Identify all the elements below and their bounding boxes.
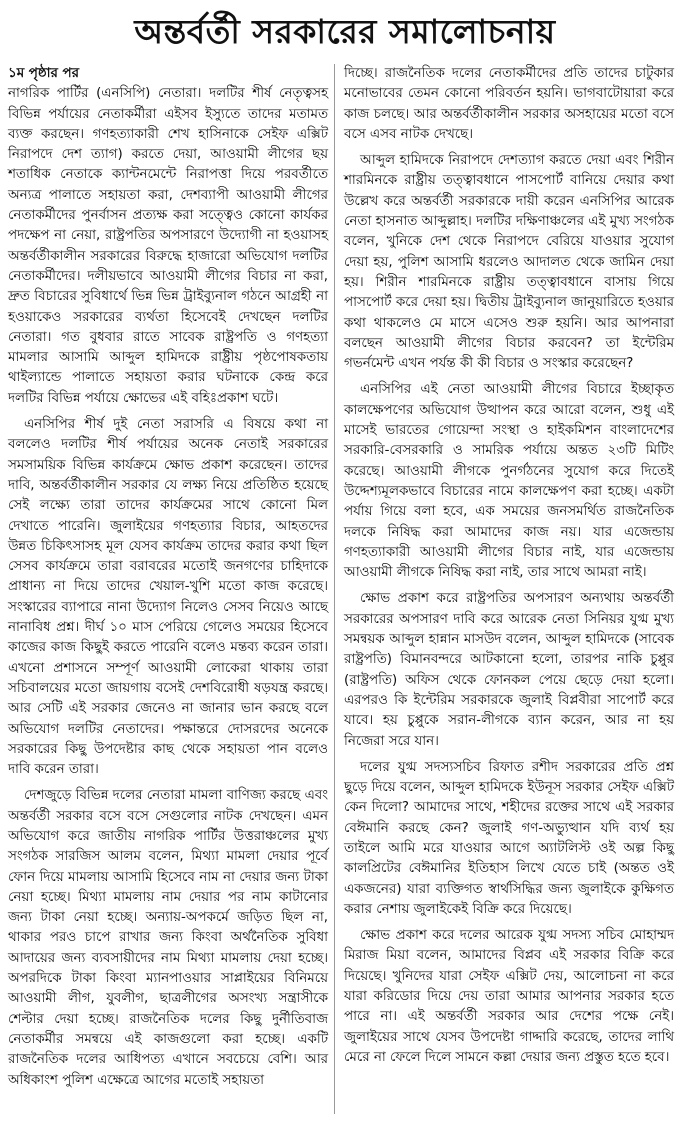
paragraph-8: দলের যুগ্ম সদস্যসচিব রিফাত রশীদ সরকারের প্রতি প্রশ্ন ছুড়ে দিয়ে বলেন, আব্দুল হামিদকে ইউনূস সরকার সেইফ এক্সিট কেন দিলো? আমাদের সাথে, শহীদের রক্তের সাথে এই সরকার বেঈমানি করছে কেন? জুলাই গণ-অভ্যুত্থান যদি ব্যর্থ হয় তাইলে আমি মরে যাওয়ার আগে অ্যাটলিস্ট ওই অল্প কিছু কালপ্রিটের বেঈমানির ইতিহাস লিখে যেতে চাই (অন্তত ওই একজনের) যারা ব্যক্তিগত স্বার্থসিদ্ধির জন্য জুলাইকে কুক্ষিগত করার নেশায় জুলাইকেই বিক্রি করে দিয়েছে। [344, 759, 674, 917]
paragraph-1: ১ম পৃষ্ঠার পর নাগরিক পার্টির (এনসিপি) নেতারা। দলটির শীর্ষ নেতৃত্বসহ বিভিন্ন পর্যায়ের নেতাকর্মীরা এইসব ইস্যুতে তাদের মতামত ব্যক্ত করছেন। গণহত্যাকারী শেখ হাসিনাকে সেইফ এক্সিট নিরাপদে দেশ ত্যাগ) করতে দেয়া, আওয়ামী লীগের ছয় শতাধিক নেতাকে ক্যান্টনমেন্টে নিরাপত্তা দিয়ে পরবর্তীতে অন্যত্র পালাতে সহায়তা করা, দেশব্যাপী আওয়ামী লীগের নেতাকর্মীদের পুনর্বাসন প্রত্যক্ষ করা সত্ত্বেও কোনো কার্যকর পদক্ষেপ না নেয়া, রাষ্ট্রপতির অপসারণে উদ্যোগী না হওয়াসহ অন্তর্বর্তীকালীন সরকারের বিরুদ্ধে হাজারো অভিযোগ দলটির নেতাকর্মীদের। দলীয়ভাবে আওয়ামী লীগের বিচার না করা, দ্রুত বিচারের সুবিধার্থে ভিন্ন ভিন্ন ট্রাইব্যুনাল গঠনে আগ্রহী না হওয়াকেও সরকারের ব্যর্থতা হিসেবেই দেখছেন দলটির নেতারা। গত বুধবার রাতে সাবেক রাষ্ট্রপতি ও গণহত্যা মামলার আসামি আব্দুল হামিদকে রাষ্ট্রীয় পৃষ্ঠপোষকতায় থাইল্যান্ডে পালাতে সহায়তা করার ঘটনাকে কেন্দ্র করে দলটির বিভিন্ন পর্যায়ে ক্ষোভের এই বহিঃপ্রকাশ ঘটে। [8, 66, 328, 406]
paragraph-4: দিচ্ছে। রাজনৈতিক দলের নেতাকর্মীদের প্রতি তাদের চাটুকার মনোভাবের তেমন কোনো পরিবর্তন হয়নি। ভাগবাটোয়ারা করে কাজ চলছে। আর অন্তর্বর্তীকালীন সরকার অসহায়ের মতো বসে বসে এসব নাটক দেখছে। [344, 66, 674, 142]
paragraph-3: দেশজুড়ে বিভিন্ন দলের নেতারা মামলা বাণিজ্য করছে এবং অন্তর্বর্তী সরকার বসে বসে সেগুলোর নাটক দেখছেন। এমন অভিযোগ করে জাতীয় নাগরিক পার্টির উত্তরাঞ্চলের মুখ্য সংগঠক সারজিস আলম বলেন, মিথ্যা মামলা দেয়ার পূর্বে ফোন দিয়ে মামলায় আসামি হিসেবে নাম না দেয়ার জন্য টাকা নেয়া হচ্ছে। মিথ্যা মামলায় নাম দেয়ার পর নাম কাটানোর জন্য টাকা নেয়া হচ্ছে। অন্যায়-অপকর্মে জড়িত ছিল না, থাকার পরও চাপে রাখার জন্য কিংবা অর্থনৈতিক সুবিধা আদায়ের জন্য ব্যবসায়ীদের নাম মিথ্যা মামলায় দেয়া হচ্ছে। অপরদিকে টাকা কিংবা ম্যানপাওয়ার সাপ্লাইয়ের বিনিময়ে আওয়ামী লীগ, যুবলীগ, ছাত্রলীগের অসংখ্য সন্ত্রাসীকে শেল্টার দেয়া হচ্ছে। রাজনৈতিক দলের কিছু দুর্নীতিবাজ নেতাকর্মীর সমন্বয়ে এই কাজগুলো করা হচ্ছে। একটি রাজনৈতিক দলের আধিপত্য এখানে সবচেয়ে বেশি। আর অধিকাংশ পুলিশ এক্ষেত্রে আগের মতোই সহায়তা [8, 788, 328, 1088]
paragraph-7: ক্ষোভ প্রকাশ করে রাষ্ট্রপতির অপসারণ অন্যথায় অন্তর্বর্তী সরকারের অপসারণ দাবি করে আরেক নেতা সিনিয়র যুগ্ম মুখ্য সমন্বয়ক আব্দুল হান্নান মাসউদ বলেন, আব্দুল হামিদকে (সাবেক রাষ্ট্রপতি) বিমানবন্দরে আটকানো হলো, তারপর নাকি চুপ্পুর (রাষ্ট্রপতি) অফিস থেকে ফোনকল পেয়ে ছেড়ে দেয়া হলো। এরপরও কি ইন্টেরিম সরকারকে জুলাই বিপ্লবীরা সাপোর্ট করে যাবে। হয় চুপ্পুকে সরান-লীগকে ব্যান করেন, আর না হয় নিজেরা সরে যান। [344, 591, 674, 749]
paragraph-6: এনসিপির এই নেতা আওয়ামী লীগের বিচারে ইচ্ছাকৃত কালক্ষেপণের অভিযোগ উত্থাপন করে আরো বলেন, শুধু এই মাসেই ভারতের গোয়েন্দা সংস্থা ও হাইকমিশন বাংলাদেশের সরকারি-বেসরকারি ও সামরিক পর্যায়ে অন্তত ২৩টি মিটিং করেছে। আওয়ামী লীগকে পুনর্গঠনের সুযোগ করে দিতেই উদ্দেশ্যমূলকভাবে বিচারের নামে কালক্ষেপণ করা হচ্ছে। একটা পর্যায় গিয়ে বলা হবে, এক সময়ের জনসমর্থিত রাজনৈতিক দলকে নিষিদ্ধ করা আমাদের কাজ নয়। যার এজেন্ডায় গণহত্যাকারী আওয়ামী লীগের বিচার নাই, যার এজেন্ডায় আওয়ামী লীগকে নিষিদ্ধ করা নাই, তার সাথে আমরা নাই। [344, 382, 674, 581]
headline: অন্তর্বর্তী সরকারের সমালোচনায় [134, 12, 556, 51]
paragraph-5: আব্দুল হামিদকে নিরাপদে দেশত্যাগ করতে দেয়া এবং শিরীন শারমিনকে রাষ্ট্রীয় তত্ত্বাবধানে পাসপোর্ট বানিয়ে দেয়ার কথা উল্লেখ করে অন্তর্বর্তী সরকারকে দায়ী করেন এনসিপির আরেক নেতা হাসনাত আব্দুল্লাহ। দলটির দক্ষিণাঞ্চলের এই মুখ্য সংগঠক বলেন, খুনিকে দেশ থেকে নিরাপদে বেরিয়ে যাওয়ার সুযোগ দেয়া হয়, পুলিশ আসামি ধরলেও আদালত থেকে জামিন দেয়া হয়। শিরীন শারমিনকে রাষ্ট্রীয় তত্ত্বাবধানে বাসায় গিয়ে পাসপোর্ট করে দেয়া হয়। দ্বিতীয় ট্রাইব্যুনাল জানুয়ারিতে হওয়ার কথা থাকলেও মে মাসে এসেও শুরু হয়নি। আর আপনারা বলছেন আওয়ামী লীগের বিচার করবেন? তা ইন্টেরিম গভর্নমেন্ট এখন পর্যন্ত কী কী বিচার ও সংস্কার করেছেন? [344, 153, 674, 372]
column-divider [334, 64, 335, 1114]
paragraph-2: এনসিপির শীর্ষ দুই নেতা সরাসরি এ বিষয়ে কথা না বললেও দলটির শীর্ষ পর্যায়ের অনেক নেতাই সরকারের সমসাময়িক বিভিন্ন কার্যক্রমে ক্ষোভ প্রকাশ করেছেন। তাদের দাবি, অন্তর্বর্তীকালীন সরকার যে লক্ষ্য নিয়ে প্রতিষ্ঠিত হয়েছে সেই লক্ষ্যে তারা তাদের কার্যক্রমের সাথে কোনো মিল দেখাতে পারেনি। জুলাইয়ের গণহত্যার বিচার, আহতদের উন্নত চিকিৎসাসহ মূল যেসব কার্যক্রম তাদের করার কথা ছিল সেসব কার্যক্রমে তারা বরাবরের মতোই জনগণের চাহিদাকে প্রাধান্য না দিয়ে তাদের খেয়াল-খুশি মতো কাজ করেছে। সংস্কারের ব্যাপারে নানা উদ্যোগ নিলেও সেসব নিয়েও আছে নানাবিধ প্রশ্ন। দীর্ঘ ১০ মাস পেরিয়ে গেলেও সময়ের হিসেবে কাজের কাজ কিছুই করতে পারেনি বলেও মন্তব্য করেন তারা। এখনো প্রশাসনে সম্পূর্ণ আওয়ামী লোকেরা থাকায় তারা সচিবালয়ের মতো জায়গায় বসেই দেশবিরোধী ষড়যন্ত্র করছে। আর সেটি এই সরকার জেনেও না জানার ভান করছে বলে অভিযোগ দলটির নেতাদের। পক্ষান্তরে দোসরদের অনেকে সরকারের কিছু উপদেষ্টার কাছ থেকে সহায়তা পান বলেও দাবি করেন তারা। [8, 417, 328, 778]
left-column [8, 64, 328, 1097]
continued-label: ১ম পৃষ্ঠার পর [8, 66, 79, 81]
paragraph-9: ক্ষোভ প্রকাশ করে দলের আরেক যুগ্ম সদস্য সচিব মোহাম্মদ মিরাজ মিয়া বলেন, আমাদের বিপ্লব এই সরকার বিক্রি করে দিয়েছে। খুনিদের যারা সেইফ এক্সিট দেয়, আলোচনা না করে যারা করিডোর দিয়ে দেয় তারা আমার আপনার সরকার হতে পারে না। এই অন্তর্বর্তী সরকার আর দেশের পক্ষে নেই। জুলাইয়ের সাথে যেসব উপদেষ্টা গাদ্দারি করেছে, তাদের লাথি মেরে না ফেলে দিলে সামনে কল্লা দেয়ার জন্য প্রস্তুত হতে হবে। [344, 928, 674, 1065]
right-column [344, 64, 674, 1074]
